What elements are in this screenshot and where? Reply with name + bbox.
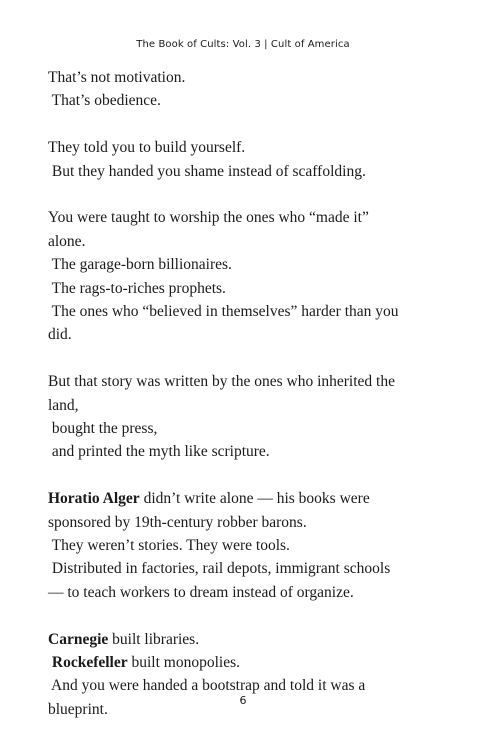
text-run: But they handed you shame instead of scaffolding. — [48, 162, 366, 180]
text-run: built libraries. — [108, 630, 200, 648]
text-run: The rags-to-riches prophets. — [48, 279, 226, 297]
text-line — [48, 160, 448, 183]
text-line — [48, 253, 448, 276]
text-run: didn’t write alone — his books were — [139, 490, 370, 508]
text-run: Distributed in factories, rail depots, immigrant schools — [48, 560, 391, 578]
text-run: That’s obedience. — [48, 92, 161, 110]
text-run: You were taught to worship the ones who “made it” — [48, 209, 369, 227]
text-run: But that story was written by the ones who inherited the — [48, 373, 395, 391]
text-line — [48, 323, 448, 346]
text-run: — to teach workers to dream instead of organize. — [48, 583, 354, 601]
paragraph — [48, 136, 448, 183]
bold-name: Carnegie — [48, 630, 109, 648]
text-line — [48, 557, 448, 580]
text-run: alone. — [48, 232, 86, 250]
text-run: built monopolies. — [127, 654, 240, 672]
paragraph — [48, 206, 448, 346]
text-run: They weren’t stories. They were tools. — [48, 537, 290, 555]
page-body — [48, 66, 448, 745]
text-line — [48, 394, 448, 417]
text-line — [48, 277, 448, 300]
text-run: bought the press, — [48, 420, 158, 438]
text-run: And you were handed a bootstrap and told it was a — [48, 677, 366, 695]
bold-name: Horatio Alger — [48, 490, 140, 508]
paragraph — [48, 628, 448, 722]
text-run: That’s not motivation. — [48, 69, 186, 86]
text-line — [48, 440, 448, 463]
text-line — [48, 230, 448, 253]
text-run: land, — [48, 396, 79, 414]
bold-name: Rockefeller — [51, 654, 128, 672]
page-number: 6 — [239, 694, 247, 707]
text-run: sponsored by 19th-century robber barons. — [48, 513, 307, 531]
text-run: and printed the myth like scripture. — [48, 443, 270, 461]
paragraph — [48, 370, 448, 464]
text-line — [48, 628, 448, 651]
paragraph — [48, 66, 448, 113]
text-run: The ones who “believed in themselves” harder than you — [48, 303, 399, 321]
text-run: They told you to build yourself. — [48, 139, 246, 157]
text-line — [48, 370, 448, 393]
text-line — [48, 511, 448, 534]
running-header: The Book of Cults: Vol. 3 | Cult of America — [136, 39, 350, 50]
text-line — [48, 66, 448, 89]
text-line — [48, 136, 448, 159]
text-run: The garage-born billionaires. — [48, 256, 232, 274]
text-line — [48, 534, 448, 557]
text-line — [48, 206, 448, 229]
text-line — [48, 651, 448, 674]
text-run: did. — [48, 326, 72, 344]
text-line — [48, 417, 448, 440]
text-line — [48, 581, 448, 604]
text-line — [48, 89, 448, 112]
text-run: blueprint. — [48, 700, 108, 718]
text-line — [48, 300, 448, 323]
paragraph — [48, 487, 448, 604]
text-line — [48, 487, 448, 510]
